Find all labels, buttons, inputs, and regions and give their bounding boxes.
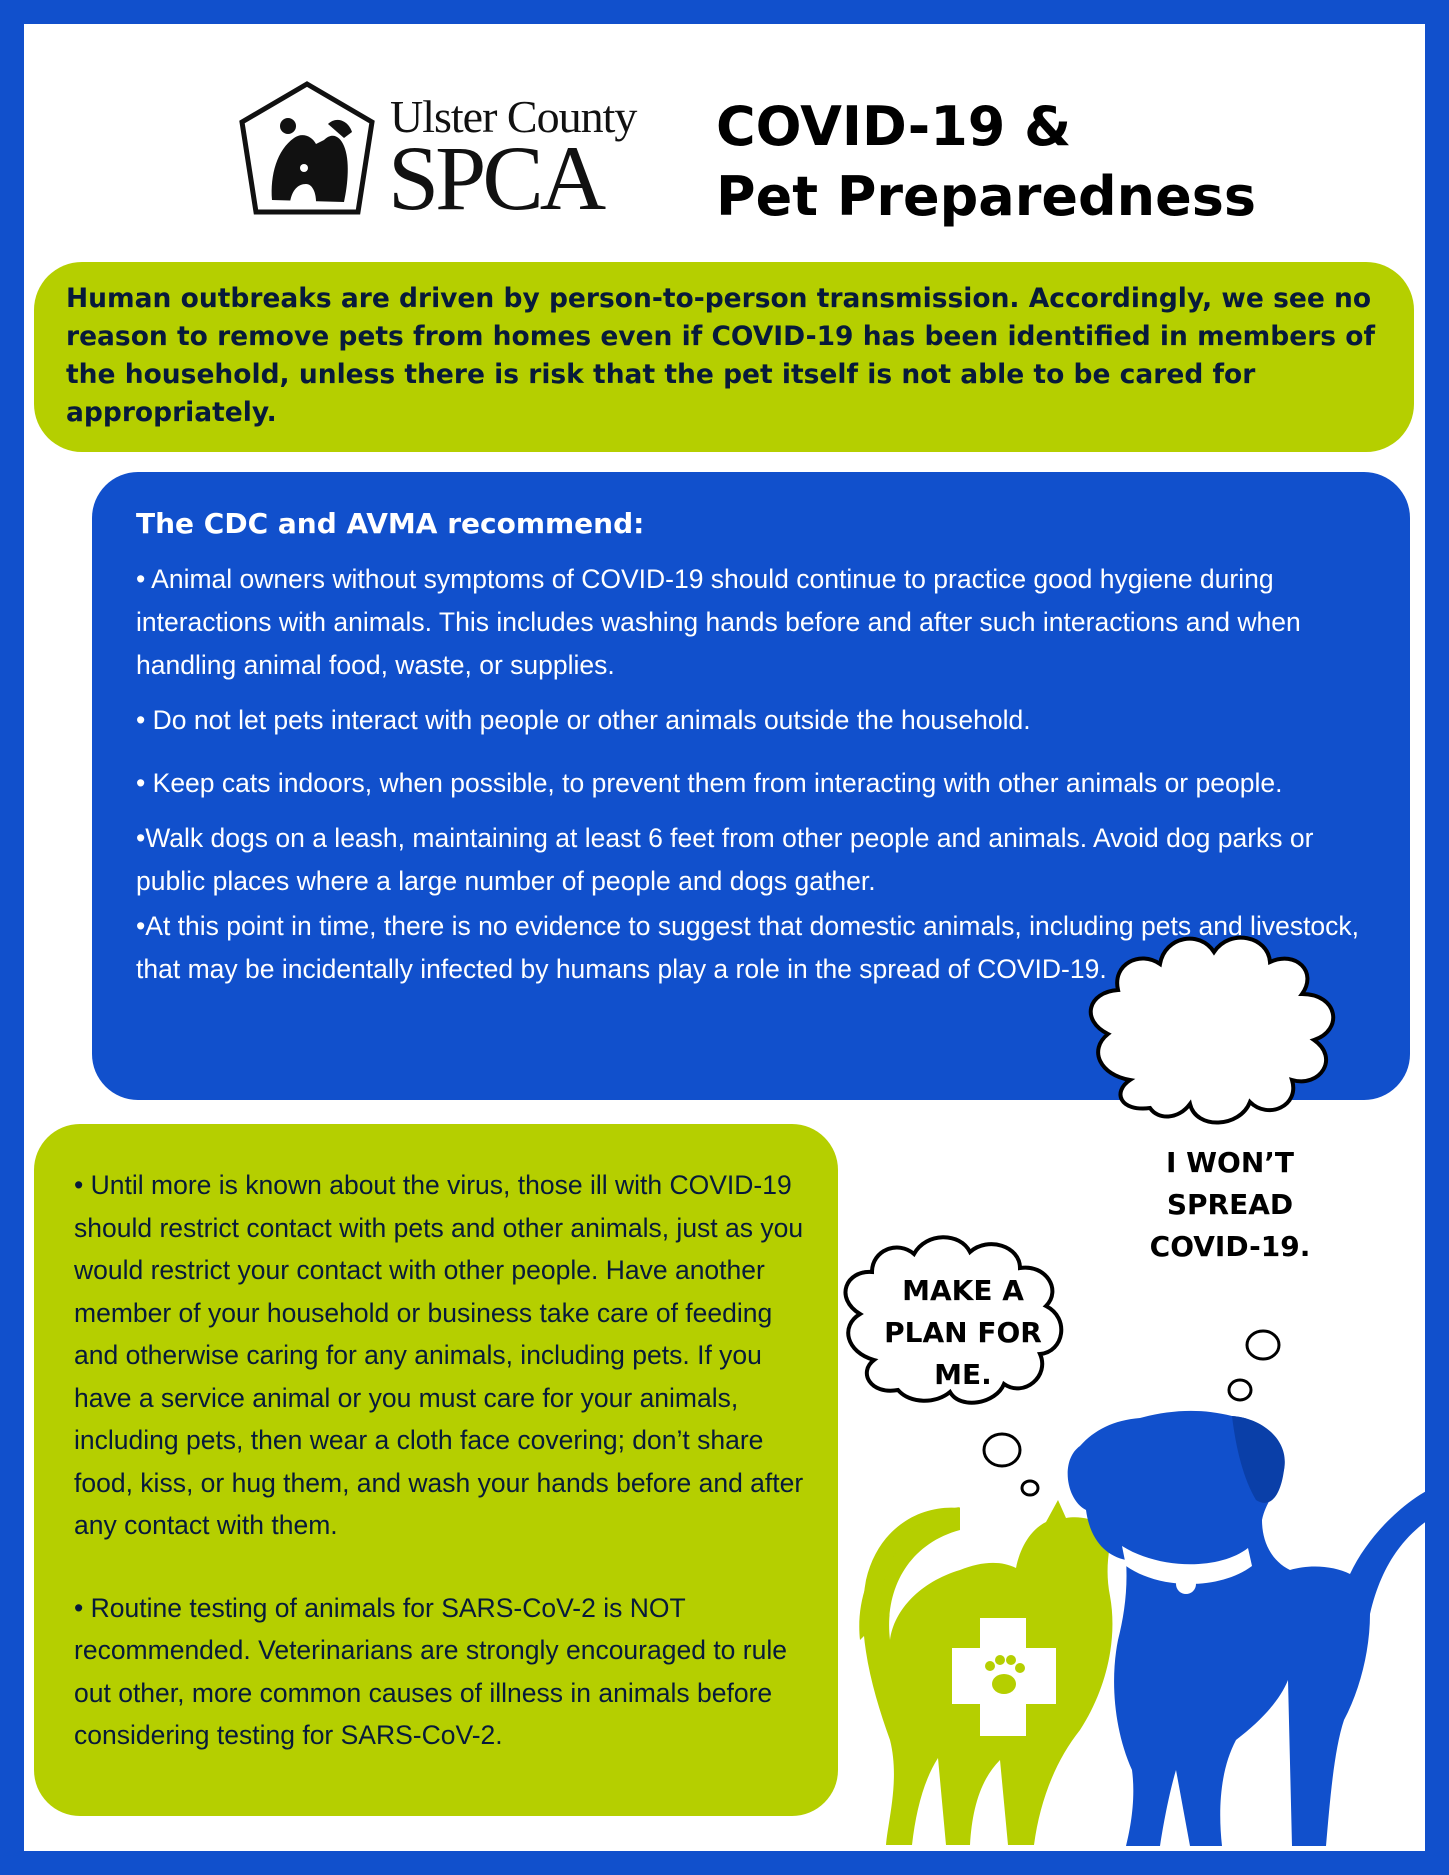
logo-line-1: Ulster County [390,91,637,142]
cat-bubble-text [858,1270,1068,1396]
cdc-item: •Walk dogs on a leash, maintaining at least 6 feet from other people and animals. Avoid dog parks or public places where a large number of people and dogs gather. [136,823,1314,896]
intro-text: Human outbreaks are driven by person-to-person transmission. Accordingly, we see no reason to remove pets from homes even if COVID-19 has been identified in members of the household, unless there is risk that the pet itself is not able to be cared for appropriately. [66,283,1376,428]
cat-bubble-line: PLAN FOR [884,1316,1042,1349]
dog-bubble-line: I WON’T [1165,1146,1295,1179]
cdc-item: • Keep cats indoors, when possible, to prevent them from interacting with other animals or people. [136,768,1283,798]
cdc-item: • Do not let pets interact with people or other animals outside the household. [136,705,1031,735]
title-line-2: Pet Preparedness [716,165,1256,228]
dog-bubble-line: SPREAD [1166,1188,1294,1221]
dog-silhouette [1068,1411,1428,1846]
cdc-item: • Animal owners without symptoms of COVID-19 should continue to practice good hygiene during interactions with animals. This includes washing hands before and after such interactions and when handling animal food, waste, or supplies. [136,564,1301,680]
advice-item: • Routine testing of animals for SARS-CoV-2 is NOT recommended. Veterinarians are strongly encouraged to rule out other, more common causes of illness in animals before considering testing for SARS-CoV-2. [74,1592,787,1750]
cdc-heading: The CDC and AVMA recommend: [136,507,645,540]
dog-bubble-text [1130,1142,1330,1268]
cat-silhouette [859,1500,1118,1845]
cdc-item: •At this point in time, there is no evidence to suggest that domestic animals, including pets and livestock, that may be incidentally infected by humans play a role in the spread of COVID-19. [136,911,1360,984]
advice-item: • Until more is known about the virus, those ill with COVID-19 should restrict contact with pets and other animals, just as you would restrict your contact with other people. Have another member of your household or business take care of feeding and otherwise caring for any animals, including pets. If you have a service animal or you must care for your animals, including pets, then wear a cloth face covering; don’t share food, kiss, or hug them, and wash your hands before and after any contact with them. [74,1170,804,1540]
title-line-1: COVID-19 & [716,95,1072,158]
cat-bubble-line: ME. [934,1358,992,1391]
cat-bubble-line: MAKE A [902,1274,1024,1307]
dog-bubble-line: COVID-19. [1149,1230,1311,1263]
logo-line-2: SPCA [388,127,603,229]
